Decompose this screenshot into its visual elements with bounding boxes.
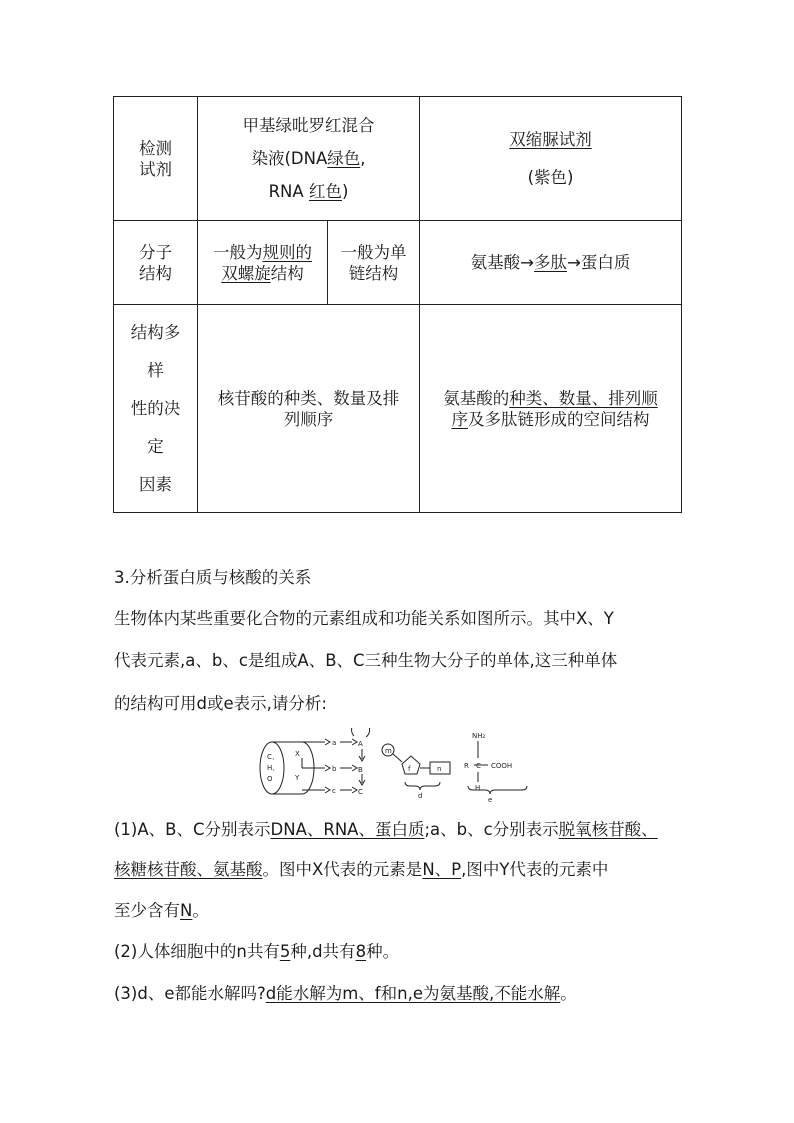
- question-2: [114, 940, 694, 963]
- section-title: 3.分析蛋白质与核酸的关系: [114, 568, 312, 587]
- intro-line-3: 的结构可用d或e表示,请分析:: [114, 694, 327, 713]
- answer-text: 规则的: [262, 242, 312, 262]
- intro-line-1: 生物体内某些重要化合物的元素组成和功能关系如图所示。其中X、Y: [114, 609, 614, 628]
- cell-text: 一般为: [213, 242, 263, 262]
- diagram-label: NH₂: [472, 732, 486, 740]
- question-3: [114, 982, 694, 1005]
- diagram-label: C、: [267, 753, 279, 761]
- answer-text: d能水解为m、f和n,e为氨基酸,不能水解: [265, 984, 561, 1003]
- protein-structure-cell: [420, 221, 682, 305]
- answer-text: N、P: [422, 860, 462, 879]
- question-text: 种。: [366, 942, 400, 961]
- answer-text: 绿色: [327, 149, 361, 168]
- cell-text: 一般为单: [340, 242, 407, 262]
- diagram-label: A: [358, 740, 363, 748]
- diagram-label: b: [332, 765, 337, 773]
- question-text: (2)人体细胞中的n共有: [114, 942, 280, 961]
- question-1-line-2: [114, 858, 694, 881]
- table-row: [114, 305, 682, 513]
- cell-text: ,: [360, 149, 366, 168]
- answer-text: 核糖核苷酸、氨基酸: [114, 860, 263, 879]
- question-1-line-1: [114, 818, 694, 841]
- question-text: 至少含有: [114, 901, 180, 920]
- question-text: (1)A、B、C分别表示: [114, 820, 271, 839]
- question-text: 种,d共有: [290, 942, 356, 961]
- cell-text: 性的决: [130, 398, 181, 418]
- cell-text: 染液(DNA: [251, 149, 328, 168]
- question-text: 。图中X代表的元素是: [262, 860, 423, 879]
- answer-text: 双螺旋: [221, 263, 271, 283]
- intro-line-2: 代表元素,a、b、c是组成A、B、C三种生物大分子的单体,这三种单体: [114, 651, 618, 670]
- table-row: [114, 221, 682, 305]
- cell-text: →蛋白质: [567, 253, 631, 272]
- cell-text: 结构多: [130, 322, 181, 342]
- diagram-label: X: [295, 750, 300, 758]
- cell-text: 及多肽链形成的空间结构: [468, 409, 650, 429]
- diagram-label: d: [418, 792, 423, 800]
- cell-text: 氨基酸的: [443, 388, 510, 408]
- header-cell-reagent: [114, 97, 198, 221]
- nucleic-diversity-cell: [198, 305, 420, 513]
- cell-text: 氨基酸→: [470, 253, 534, 272]
- nucleic-reagent-cell: [198, 97, 420, 221]
- answer-text: N: [180, 901, 193, 920]
- cell-text: 定: [147, 436, 164, 456]
- diagram-label: O: [267, 775, 273, 783]
- cell-text: 核苷酸的种类、数量及排: [217, 388, 400, 408]
- cell-text: 结构: [139, 263, 172, 283]
- cell-text: (紫色): [527, 167, 574, 187]
- question-text: 。: [192, 901, 209, 920]
- cell-text: 检测: [139, 138, 172, 158]
- cell-text: 列顺序: [283, 409, 334, 429]
- question-text: (3)d、e都能水解吗?: [114, 984, 266, 1003]
- protein-diversity-cell: [420, 305, 682, 513]
- diagram-label: C: [358, 788, 363, 796]
- question-text: ,图中Y代表的元素中: [461, 860, 609, 879]
- table-row: [114, 97, 682, 221]
- diagram-label: C: [476, 762, 481, 770]
- cell-text: ): [341, 182, 349, 201]
- cell-text: 样: [147, 360, 164, 380]
- header-cell-diversity: [114, 305, 198, 513]
- cell-text: 因素: [139, 474, 172, 494]
- cell-text: RNA: [268, 182, 304, 201]
- diagram-label: f: [408, 765, 411, 773]
- question-text: ;a、b、c分别表示: [424, 820, 559, 839]
- cell-text: 分子: [139, 242, 172, 262]
- answer-text: DNA、RNA、蛋白质: [270, 820, 425, 839]
- cell-text: 甲基绿吡罗红混合: [242, 116, 375, 135]
- answer-text: 红色: [308, 182, 342, 201]
- question-1-line-3: [114, 899, 694, 922]
- comparison-table: [113, 96, 682, 513]
- diagram-label: COOH: [491, 762, 513, 770]
- answer-text: 8: [355, 942, 367, 961]
- answer-text: 序: [451, 409, 468, 429]
- diagram-label: Y: [295, 774, 300, 782]
- diagram-label: H、: [267, 764, 280, 772]
- cell-text: 结构: [270, 263, 304, 283]
- answer-text: 种类、数量、排列顺: [509, 388, 658, 408]
- compound-relationship-diagram: [250, 728, 540, 808]
- diagram-label: R: [464, 762, 469, 770]
- answer-text: 脱氧核苷酸、: [558, 820, 658, 839]
- answer-text: 多肽: [534, 253, 567, 272]
- diagram-label: B: [358, 766, 363, 774]
- answer-text: 双缩脲试剂: [509, 129, 592, 149]
- diagram-label: c: [332, 787, 336, 795]
- diagram-label: m: [385, 747, 392, 755]
- diagram-label: n: [437, 765, 442, 773]
- dna-structure-cell: [198, 221, 328, 305]
- header-cell-structure: [114, 221, 198, 305]
- rna-structure-cell: [328, 221, 420, 305]
- protein-reagent-cell: [420, 97, 682, 221]
- cell-text: 链结构: [348, 263, 399, 283]
- question-text: 。: [560, 984, 577, 1003]
- cell-text: 试剂: [139, 159, 172, 179]
- answer-text: 5: [279, 942, 291, 961]
- diagram-label: H: [475, 784, 481, 792]
- diagram-label: e: [488, 796, 493, 804]
- diagram-label: a: [332, 739, 337, 747]
